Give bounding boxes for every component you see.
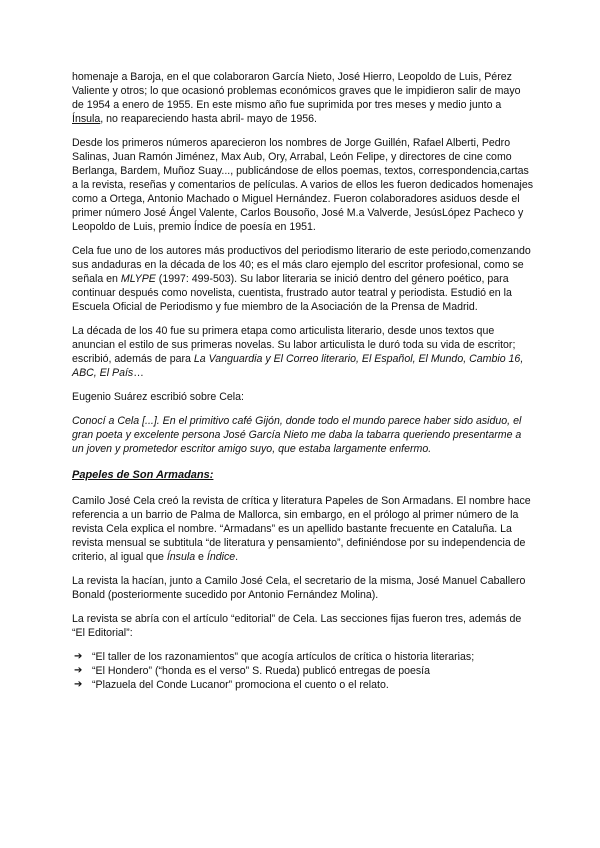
list-item: ➔ “Plazuela del Conde Lucanor” promociona el cuento o el relato. <box>74 679 389 691</box>
document-page <box>72 70 534 692</box>
paragraph-papeles: Camilo José Cela creó la revista de crítica y literatura Papeles de Son Armadans. El nombre hace referencia a un barrio de Palma de Mallorca, sin embargo, en el prólogo al primer número de la revista Cela explica el nombre. “Armadans” es un apellido bastante frecuente en Cataluña. La revista mensual se subtitula “de literatura y pensamiento”, definiéndose por su independencia de criterio, al igual que Ínsula e Índice. <box>72 495 531 563</box>
paragraph-suarez-intro: Eugenio Suárez escribió sobre Cela: <box>72 391 244 403</box>
arrow-icon: ➔ <box>74 679 83 690</box>
paragraph-sections: La revista se abría con el artículo “editorial” de Cela. Las secciones fijas fueron tres, además de “El Editorial”: <box>72 613 522 639</box>
paragraph-baroja-homage: homenaje a Baroja, en el que colaboraron García Nieto, José Hierro, Leopoldo de Luis, Pérez Valiente y otros; lo que ocasionó problemas económicos graves que le impidieron salir de mayo de 1954 a enero de 1955. En este mismo año fue suprimida por tres meses y medio junto a Ínsula, no reapareciendo hasta abril- mayo de 1956. <box>72 71 521 125</box>
paragraph-articulist: La década de los 40 fue su primera etapa como articulista literario, desde unos textos que anuncian el estilo de sus primeras novelas. Su labor articulista le duró toda su vida de escritor; escribió, además de para La Vanguardia y El Correo literario, El Español, El Mundo, Cambio 16, ABC, El País… <box>72 325 524 379</box>
list-item: ➔ “El Hondero” (“honda es el verso” S. Rueda) publicó entregas de poesía <box>74 665 431 677</box>
paragraph-cela-journalism: Cela fue uno de los autores más productivos del periodismo literario de este periodo,comenzando sus andaduras en la década de los 40; es el más claro ejemplo del escritor profesional, como se señala en MLYPE (1997: 499-503). Su labor literaria se inició dentro del género poético, para continuar después como novelista, cuentista, frustrado autor teatral y periodista. Estudió en la Escuela Oficial de Periodismo y fue miembro de la Asociación de la Prensa de Madrid. <box>72 245 531 313</box>
arrow-icon: ➔ <box>74 665 83 676</box>
mlype-ref: MLYPE <box>120 273 156 285</box>
paragraph-contributors: Desde los primeros números aparecieron los nombres de Jorge Guillén, Rafael Alberti, Pedro Salinas, Juan Ramón Jiménez, Max Aub, Ory, Arrabal, León Felipe, y directores de cine como Berlanga, Bardem, Muñoz Suay..., publicándose de ellos poemas, textos, correspondencia,cartas a la revista, reseñas y comentarios de películas. A varios de ellos les fueron dedicados homenajes como a Ortega, Antonio Machado o Miguel Hernández. Fueron colaboradores asiduos desde el primer número José Ángel Valente, Carlos Bousoño, José M.a Valverde, JesúsLópez Pacheco y Leopoldo de Luis, premio Índice de poesía en 1951. <box>72 137 534 233</box>
list-item: ➔ “El taller de los razonamientos” que acogía artículos de crítica o historia literarias; <box>74 651 475 663</box>
section-heading: Papeles de Son Armadans: <box>72 469 214 481</box>
newspapers-list: La Vanguardia y El Correo literario, El Español, El Mundo, Cambio 16, ABC, El País <box>72 353 524 379</box>
arrow-icon: ➔ <box>74 651 83 662</box>
insula-title: Ínsula <box>72 113 101 125</box>
paragraph-editors: La revista la hacían, junto a Camilo José Cela, el secretario de la misma, José Manuel Caballero Bonald (posteriormente sucedido por Antonio Fernández Molina). <box>72 575 526 601</box>
sections-list <box>72 650 534 692</box>
quote-suarez: Conocí a Cela [...]. En el primitivo café Gijón, donde todo el mundo parece haber sido asiduo, el gran poeta y excelente persona José García Nieto me daba la tabarra queriendo presentarme a un joven y prometedor escritor amigo suyo, que estaba largamente enfermo. <box>72 415 522 455</box>
